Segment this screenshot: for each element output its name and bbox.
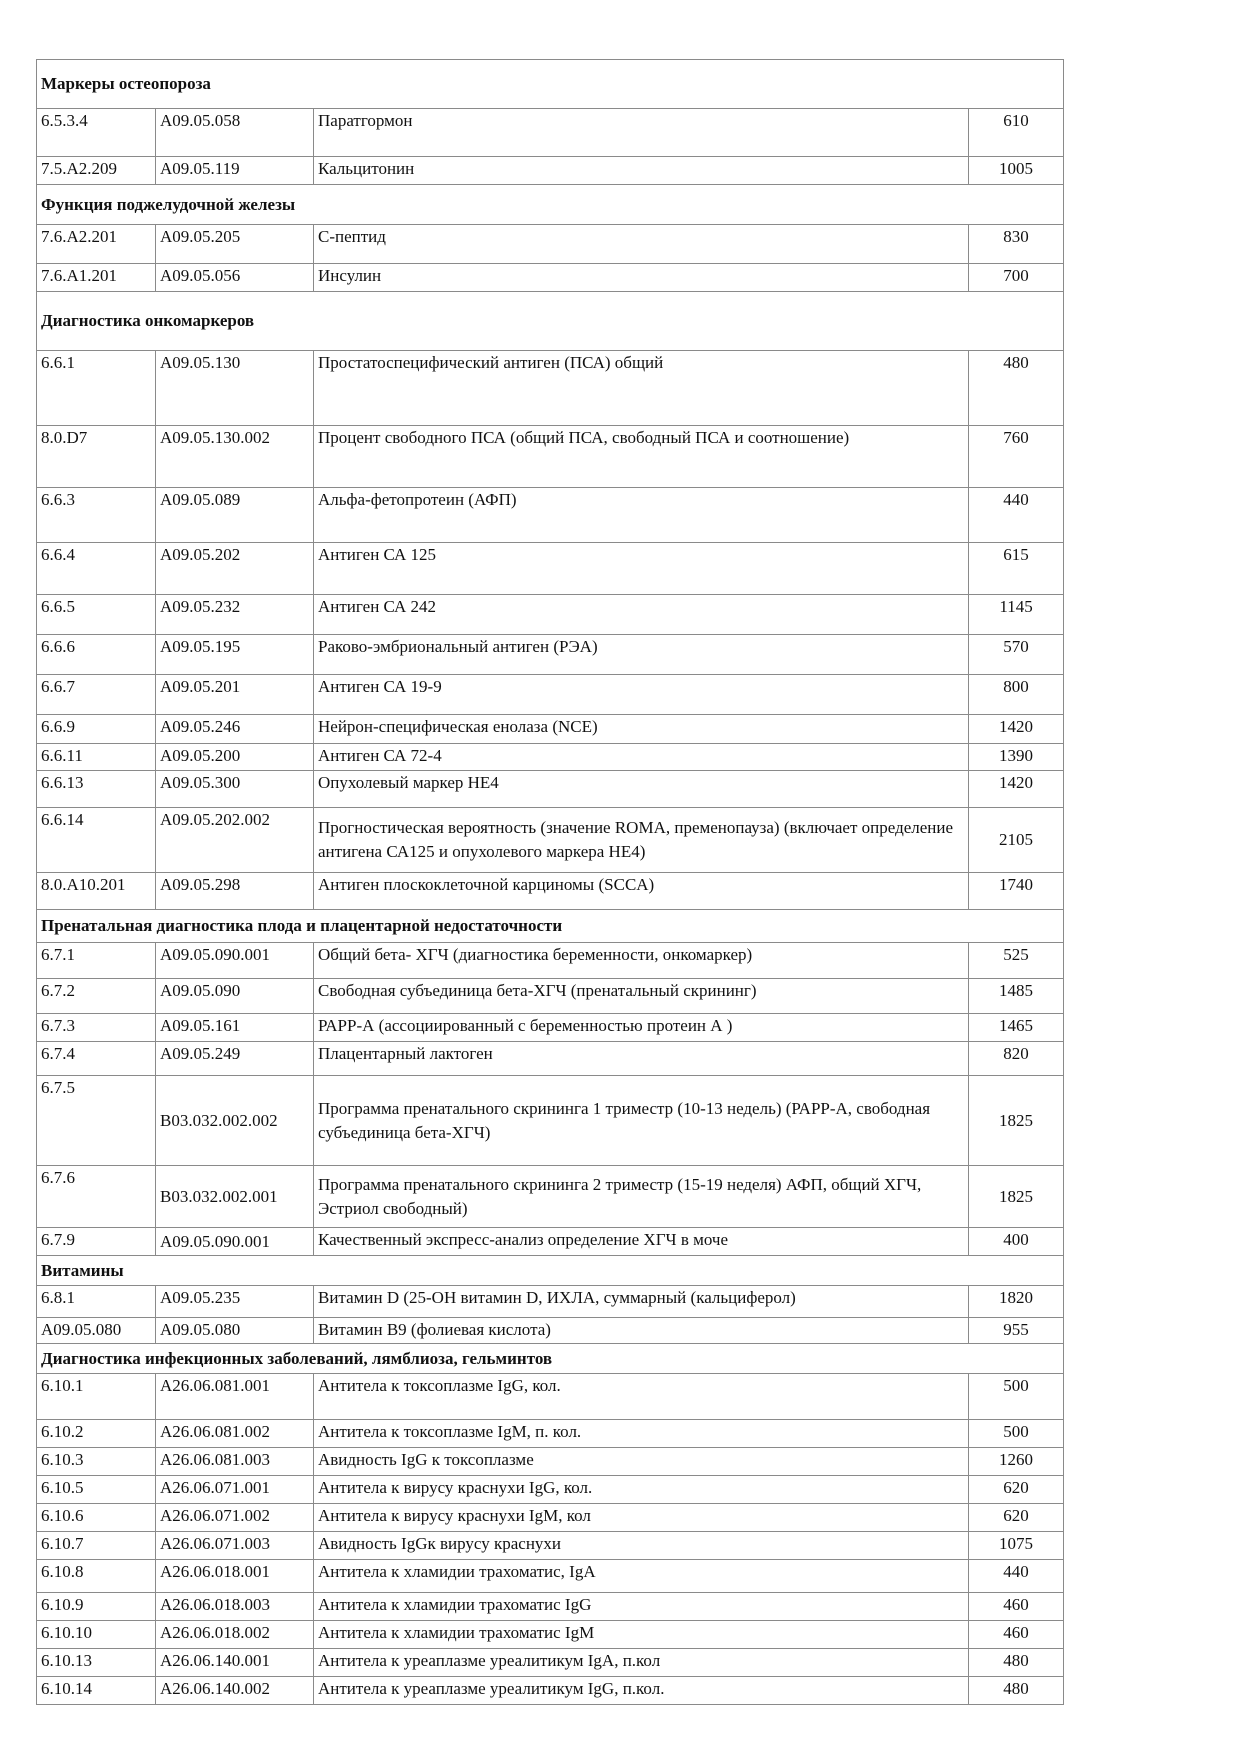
- gov-code: A26.06.081.002: [156, 1420, 314, 1448]
- service-code: 6.10.6: [37, 1504, 156, 1532]
- service-code: 6.10.1: [37, 1374, 156, 1420]
- service-code: 6.10.9: [37, 1593, 156, 1621]
- table-row: [37, 675, 1064, 715]
- service-name: Альфа-фетопротеин (АФП): [314, 488, 969, 543]
- section-header-row: [37, 185, 1064, 225]
- service-code: 6.7.5: [37, 1076, 156, 1166]
- gov-code: A09.05.056: [156, 264, 314, 292]
- service-name: Антиген СА 242: [314, 595, 969, 635]
- gov-code: A26.06.071.001: [156, 1476, 314, 1504]
- service-code: 6.6.1: [37, 351, 156, 426]
- table-row: [37, 744, 1064, 771]
- service-name: Свободная субъединица бета-ХГЧ (пренатальный скрининг): [314, 979, 969, 1014]
- section-title: Маркеры остеопороза: [37, 60, 1064, 109]
- service-price: 1740: [969, 873, 1064, 910]
- service-name: Авидность IgGк вирусу краснухи: [314, 1532, 969, 1560]
- table-row: [37, 1677, 1064, 1705]
- service-code: 6.10.10: [37, 1621, 156, 1649]
- gov-code: A09.05.090.001: [156, 943, 314, 979]
- gov-code: A09.05.195: [156, 635, 314, 675]
- service-price: 480: [969, 1649, 1064, 1677]
- service-code: 6.7.4: [37, 1042, 156, 1076]
- gov-code: A26.06.018.002: [156, 1621, 314, 1649]
- gov-code: A26.06.071.002: [156, 1504, 314, 1532]
- table-row: [37, 873, 1064, 910]
- service-price: 1420: [969, 715, 1064, 744]
- service-code: 6.7.1: [37, 943, 156, 979]
- price-list-body: [37, 60, 1064, 1705]
- service-name: Нейрон-специфическая енолаза (NCE): [314, 715, 969, 744]
- service-price: 570: [969, 635, 1064, 675]
- gov-code: A26.06.018.003: [156, 1593, 314, 1621]
- service-price: 1825: [969, 1076, 1064, 1166]
- gov-code: A09.05.298: [156, 873, 314, 910]
- service-code: 6.10.5: [37, 1476, 156, 1504]
- service-price: 830: [969, 225, 1064, 264]
- table-row: [37, 1420, 1064, 1448]
- table-row: [37, 351, 1064, 426]
- table-row: [37, 157, 1064, 185]
- service-name: Антитела к токсоплазме IgG, кол.: [314, 1374, 969, 1420]
- service-name: С-пептид: [314, 225, 969, 264]
- service-name: Инсулин: [314, 264, 969, 292]
- service-code: 6.10.14: [37, 1677, 156, 1705]
- table-row: [37, 1076, 1064, 1166]
- gov-code: A09.05.080: [156, 1318, 314, 1344]
- gov-code: A26.06.140.002: [156, 1677, 314, 1705]
- service-code: 6.10.3: [37, 1448, 156, 1476]
- service-price: 480: [969, 1677, 1064, 1705]
- service-price: 1260: [969, 1448, 1064, 1476]
- service-code: 6.10.8: [37, 1560, 156, 1593]
- gov-code: A09.05.232: [156, 595, 314, 635]
- section-title: Функция поджелудочной железы: [37, 185, 1064, 225]
- table-row: [37, 1286, 1064, 1318]
- service-price: 610: [969, 109, 1064, 157]
- service-name: РАРР-А (ассоциированный с беременностью протеин А ): [314, 1014, 969, 1042]
- table-row: [37, 1014, 1064, 1042]
- service-name: Процент свободного ПСА (общий ПСА, свободный ПСА и соотношение): [314, 426, 969, 488]
- service-name: Раково-эмбриональный антиген (РЭА): [314, 635, 969, 675]
- table-row: [37, 264, 1064, 292]
- service-price: 760: [969, 426, 1064, 488]
- service-price: 1485: [969, 979, 1064, 1014]
- gov-code: A09.05.300: [156, 771, 314, 808]
- service-price: 700: [969, 264, 1064, 292]
- service-name: Антитела к вирусу краснухи IgG, кол.: [314, 1476, 969, 1504]
- service-name: Простатоспецифический антиген (ПСА) общий: [314, 351, 969, 426]
- service-code: 6.6.14: [37, 808, 156, 873]
- service-price: 440: [969, 1560, 1064, 1593]
- service-name: Опухолевый маркер НЕ4: [314, 771, 969, 808]
- gov-code: A09.05.119: [156, 157, 314, 185]
- section-title: Диагностика инфекционных заболеваний, лямблиоза, гельминтов: [37, 1344, 1064, 1374]
- service-code: 6.6.3: [37, 488, 156, 543]
- service-code: 6.10.13: [37, 1649, 156, 1677]
- gov-code: A09.05.130.002: [156, 426, 314, 488]
- service-name: Антиген СА 125: [314, 543, 969, 595]
- table-row: [37, 1621, 1064, 1649]
- gov-code: A09.05.249: [156, 1042, 314, 1076]
- service-code: 6.6.7: [37, 675, 156, 715]
- table-row: [37, 1593, 1064, 1621]
- service-price: 1825: [969, 1166, 1064, 1228]
- table-row: [37, 1448, 1064, 1476]
- service-price: 820: [969, 1042, 1064, 1076]
- service-code: 6.7.6: [37, 1166, 156, 1228]
- service-name: Качественный экспресс-анализ определение ХГЧ в моче: [314, 1228, 969, 1256]
- gov-code: B03.032.002.001: [156, 1166, 314, 1228]
- price-list-table: [36, 59, 1064, 1705]
- table-row: [37, 426, 1064, 488]
- table-row: [37, 1560, 1064, 1593]
- table-row: [37, 488, 1064, 543]
- gov-code: A09.05.202: [156, 543, 314, 595]
- service-price: 800: [969, 675, 1064, 715]
- service-code: 6.7.3: [37, 1014, 156, 1042]
- service-code: 6.8.1: [37, 1286, 156, 1318]
- gov-code: A09.05.235: [156, 1286, 314, 1318]
- gov-code: A09.05.201: [156, 675, 314, 715]
- table-row: [37, 225, 1064, 264]
- service-name: Антиген СА 19-9: [314, 675, 969, 715]
- gov-code: A09.05.246: [156, 715, 314, 744]
- gov-code: A09.05.202.002: [156, 808, 314, 873]
- section-title: Диагностика онкомаркеров: [37, 292, 1064, 351]
- table-row: [37, 715, 1064, 744]
- service-code: 6.10.7: [37, 1532, 156, 1560]
- service-name: Витамин В9 (фолиевая кислота): [314, 1318, 969, 1344]
- gov-code: A26.06.071.003: [156, 1532, 314, 1560]
- table-row: [37, 1228, 1064, 1256]
- gov-code: A26.06.140.001: [156, 1649, 314, 1677]
- service-code: 6.5.3.4: [37, 109, 156, 157]
- service-name: Антитела к хламидии трахоматис IgG: [314, 1593, 969, 1621]
- table-row: [37, 543, 1064, 595]
- table-row: [37, 1649, 1064, 1677]
- service-code: 8.0.D7: [37, 426, 156, 488]
- service-name: Антиген СА 72-4: [314, 744, 969, 771]
- gov-code: A26.06.018.001: [156, 1560, 314, 1593]
- service-code: 6.6.5: [37, 595, 156, 635]
- table-row: [37, 1532, 1064, 1560]
- service-code: 6.6.13: [37, 771, 156, 808]
- table-row: [37, 1374, 1064, 1420]
- service-code: 7.5.A2.209: [37, 157, 156, 185]
- service-price: 2105: [969, 808, 1064, 873]
- service-price: 1390: [969, 744, 1064, 771]
- section-header-row: [37, 1344, 1064, 1374]
- service-code: 8.0.A10.201: [37, 873, 156, 910]
- section-header-row: [37, 1256, 1064, 1286]
- service-price: 480: [969, 351, 1064, 426]
- service-price: 525: [969, 943, 1064, 979]
- service-code: 6.6.11: [37, 744, 156, 771]
- service-name: Антитела к токсоплазме IgM, п. кол.: [314, 1420, 969, 1448]
- service-name: Антитела к хламидии трахоматис IgM: [314, 1621, 969, 1649]
- service-code: 7.6.A1.201: [37, 264, 156, 292]
- service-code: 6.10.2: [37, 1420, 156, 1448]
- gov-code: A09.05.058: [156, 109, 314, 157]
- table-row: [37, 595, 1064, 635]
- section-header-row: [37, 292, 1064, 351]
- table-row: [37, 808, 1064, 873]
- service-code: 6.6.9: [37, 715, 156, 744]
- service-name: Антитела к хламидии трахоматис, IgA: [314, 1560, 969, 1593]
- service-name: Кальцитонин: [314, 157, 969, 185]
- service-price: 440: [969, 488, 1064, 543]
- section-title: Пренатальная диагностика плода и плацентарной недостаточности: [37, 910, 1064, 943]
- gov-code: A26.06.081.003: [156, 1448, 314, 1476]
- gov-code: A09.05.161: [156, 1014, 314, 1042]
- section-header-row: [37, 910, 1064, 943]
- service-price: 460: [969, 1593, 1064, 1621]
- service-name: Программа пренатального скрининга 2 триместр (15-19 неделя) АФП, общий ХГЧ, Эстриол свободный): [314, 1166, 969, 1228]
- section-header-row: [37, 60, 1064, 109]
- service-price: 500: [969, 1420, 1064, 1448]
- service-code: 6.7.2: [37, 979, 156, 1014]
- table-row: [37, 1476, 1064, 1504]
- service-price: 1075: [969, 1532, 1064, 1560]
- service-name: Программа пренатального скрининга 1 триместр (10-13 недель) (РАРР-А, свободная субъединица бета-ХГЧ): [314, 1076, 969, 1166]
- service-code: 6.7.9: [37, 1228, 156, 1256]
- service-name: Плацентарный лактоген: [314, 1042, 969, 1076]
- gov-code: A09.05.130: [156, 351, 314, 426]
- table-row: [37, 1042, 1064, 1076]
- service-name: Витамин D (25-ОН витамин D, ИХЛА, суммарный (кальциферол): [314, 1286, 969, 1318]
- service-name: Авидность IgG к токсоплазме: [314, 1448, 969, 1476]
- service-name: Антитела к уреаплазме уреалитикум IgG, п.кол.: [314, 1677, 969, 1705]
- table-row: [37, 979, 1064, 1014]
- gov-code: A26.06.081.001: [156, 1374, 314, 1420]
- service-price: 615: [969, 543, 1064, 595]
- service-price: 500: [969, 1374, 1064, 1420]
- service-code: 7.6.A2.201: [37, 225, 156, 264]
- service-code: 6.6.6: [37, 635, 156, 675]
- service-price: 620: [969, 1504, 1064, 1532]
- service-price: 1420: [969, 771, 1064, 808]
- gov-code: A09.05.089: [156, 488, 314, 543]
- gov-code: A09.05.200: [156, 744, 314, 771]
- service-price: 1005: [969, 157, 1064, 185]
- table-row: [37, 109, 1064, 157]
- service-name: Общий бета- ХГЧ (диагностика беременности, онкомаркер): [314, 943, 969, 979]
- service-price: 1145: [969, 595, 1064, 635]
- service-name: Прогностическая вероятность (значение ROMA, пременопауза) (включает определение антигена СА125 и опухолевого маркера НЕ4): [314, 808, 969, 873]
- table-row: [37, 943, 1064, 979]
- service-code: A09.05.080: [37, 1318, 156, 1344]
- service-price: 1465: [969, 1014, 1064, 1042]
- table-row: [37, 1504, 1064, 1532]
- gov-code: B03.032.002.002: [156, 1076, 314, 1166]
- service-price: 1820: [969, 1286, 1064, 1318]
- table-row: [37, 1166, 1064, 1228]
- section-title: Витамины: [37, 1256, 1064, 1286]
- service-code: 6.6.4: [37, 543, 156, 595]
- table-row: [37, 1318, 1064, 1344]
- service-name: Антитела к вирусу краснухи IgM, кол: [314, 1504, 969, 1532]
- service-price: 460: [969, 1621, 1064, 1649]
- service-price: 955: [969, 1318, 1064, 1344]
- service-price: 400: [969, 1228, 1064, 1256]
- gov-code: A09.05.090.001: [156, 1228, 314, 1256]
- gov-code: A09.05.205: [156, 225, 314, 264]
- table-row: [37, 771, 1064, 808]
- service-name: Антиген плоскоклеточной карциномы (SCCA): [314, 873, 969, 910]
- service-name: Паратгормон: [314, 109, 969, 157]
- service-price: 620: [969, 1476, 1064, 1504]
- table-row: [37, 635, 1064, 675]
- gov-code: A09.05.090: [156, 979, 314, 1014]
- service-name: Антитела к уреаплазме уреалитикум IgA, п.кол: [314, 1649, 969, 1677]
